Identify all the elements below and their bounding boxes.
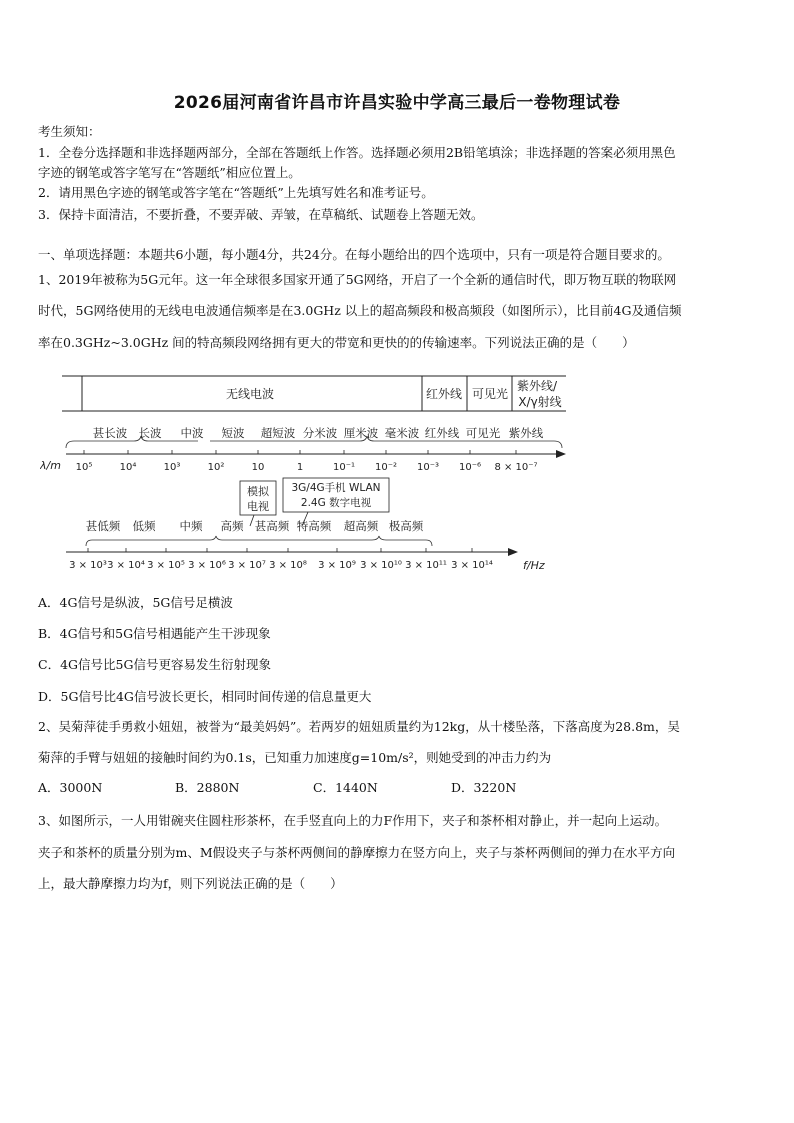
question-2-option-c: C．1440N [313, 780, 378, 795]
wavelength-band-label: 厘米波 [343, 426, 379, 440]
wavelength-band-label: 紫外线 [508, 426, 544, 440]
frequency-tick-label: 3 × 10¹⁰ [360, 560, 402, 571]
frequency-tick-label: 3 × 10³ [69, 560, 107, 571]
wavelength-tick-label: 10³ [163, 462, 181, 473]
wavelength-tick-label: 10 [251, 462, 265, 473]
frequency-tick-label: 3 × 10⁸ [269, 560, 307, 571]
wavelength-band-label: 可见光 [465, 426, 501, 440]
wavelength-tick-label: 8 × 10⁻⁷ [494, 462, 538, 473]
question-2-options [38, 778, 638, 796]
question-2-option-b: B．2880N [175, 780, 240, 795]
frequency-tick-label: 3 × 10⁶ [188, 560, 226, 571]
wavelength-band-label: 中波 [180, 426, 204, 440]
frequency-band-label: 低频 [132, 519, 156, 533]
frequency-band-label: 中频 [179, 519, 203, 533]
wavelength-tick-label: 10⁻¹ [332, 462, 356, 473]
wavelength-tick-label: 10⁻² [374, 462, 398, 473]
notice-item: 2．请用黑色字迹的钢笔或答字笔在“答题纸”上先填写姓名和准考证号。 [38, 185, 434, 200]
frequency-band-label: 特高频 [296, 519, 332, 533]
wavelength-band-label: 毫米波 [384, 426, 420, 440]
section-heading: 一、单项选择题：本题共6小题，每小题4分，共24分。在每小题给出的四个选项中，只有一项是符合题目要求的。 [38, 247, 670, 262]
wavelength-tick-label: 10² [207, 462, 225, 473]
callout-mobile-line1: 3G/4G手机 WLAN [291, 482, 381, 494]
wavelength-ticks [76, 450, 538, 473]
wavelength-axis-label: λ/m [40, 459, 61, 472]
frequency-band-label: 甚低频 [85, 519, 121, 533]
frequency-tick-label: 3 × 10⁹ [318, 560, 356, 571]
band-xray-label: X/γ射线 [518, 395, 562, 409]
wavelength-tick-label: 10⁴ [119, 462, 137, 473]
question-1-text: 时代，5G网络使用的无线电电波通信频率是在3.0GHz 以上的超高频段和极高频段（如图所示），比目前4G及通信频 [38, 303, 682, 318]
wavelength-band-label: 分米波 [302, 426, 338, 440]
frequency-axis-label: f/Hz [523, 559, 545, 572]
spectrum-band-bar [62, 376, 566, 411]
question-2-option-d: D．3220N [451, 780, 517, 795]
notice-heading: 考生须知： [38, 124, 101, 139]
wavelength-band-label: 长波 [138, 426, 162, 440]
question-1-option-d: D．5G信号比4G信号波长更长，相同时间传递的信息量更大 [38, 689, 372, 704]
frequency-band-labels [86, 519, 424, 533]
band-uv-label: 紫外线/ [516, 379, 558, 393]
notice-item: 字迹的钢笔或答字笔写在“答题纸”相应位置上。 [38, 165, 301, 180]
question-1-text: 率在0.3GHz~3.0GHz 间的特高频段网络拥有更大的带宽和更快的的传输速率。下列说法正确的是（ ） [38, 335, 635, 350]
wavelength-band-label: 短波 [221, 426, 245, 440]
frequency-band-label: 极高频 [388, 519, 424, 533]
frequency-tick-label: 3 × 10⁷ [228, 560, 266, 571]
question-1-text: 1、2019年被称为5G元年。这一年全球很多国家开通了5G网络，开启了一个全新的通信时代，即万物互联的物联网 [38, 272, 677, 287]
notice-item: 3．保持卡面清洁，不要折叠，不要弄破、弄皱，在草稿纸、试题卷上答题无效。 [38, 207, 484, 222]
question-2-text: 2、吴菊萍徒手勇救小妞妞，被誉为“最美妈妈”。若两岁的妞妞质量约为12kg，从十楼坠落，下落高度为28.8m，吴 [38, 719, 680, 734]
frequency-tick-label: 3 × 10⁴ [107, 560, 145, 571]
notice-item: 1．全卷分选择题和非选择题两部分，全部在答题纸上作答。选择题必须用2B铅笔填涂；非选择题的答案必须用黑色 [38, 145, 676, 160]
question-1-option-a: A．4G信号是纵波，5G信号足横波 [38, 595, 233, 610]
frequency-tick-label: 3 × 10⁵ [147, 560, 185, 571]
frequency-band-label: 甚高频 [254, 519, 290, 533]
question-1-option-c: C．4G信号比5G信号更容易发生衍射现象 [38, 657, 271, 672]
question-3-text: 3、如图所示，一人用钳碗夹住圆柱形茶杯，在手竖直向上的力F作用下，夹子和茶杯相对静止，并一起向上运动。 [38, 813, 668, 828]
band-visible-label: 可见光 [471, 387, 509, 401]
wavelength-band-label: 甚长波 [92, 426, 128, 440]
wavelength-tick-label: 10⁻³ [416, 462, 440, 473]
frequency-tick-label: 3 × 10¹⁴ [451, 560, 493, 571]
page-title: 2026届河南省许昌市许昌实验中学高三最后一卷物理试卷 [173, 93, 621, 113]
band-infrared-label: 红外线 [425, 387, 463, 401]
frequency-tick-label: 3 × 10¹¹ [405, 560, 447, 571]
frequency-band-label: 超高频 [343, 519, 379, 533]
frequency-braces [86, 536, 432, 546]
wavelength-tick-label: 10⁵ [75, 462, 93, 473]
frequency-ticks [69, 548, 493, 571]
question-2-option-a: A．3000N [38, 780, 103, 795]
wavelength-tick-label: 1 [296, 462, 304, 473]
callout-analog-tv-line1: 模拟 [247, 485, 269, 498]
question-3-text: 夹子和茶杯的质量分别为m、M假设夹子与茶杯两侧间的静摩擦力在竖方向上，夹子与茶杯两侧间的弹力在水平方向 [38, 845, 676, 860]
spectrum-figure [40, 366, 580, 578]
question-1-option-b: B．4G信号和5G信号相遇能产生干涉现象 [38, 626, 271, 641]
wavelength-band-label: 红外线 [424, 426, 460, 440]
callout-mobile-line2: 2.4G 数字电视 [300, 497, 372, 509]
callout-analog-tv-line2: 电视 [247, 500, 269, 513]
frequency-band-label: 高频 [220, 519, 244, 533]
band-radio-label: 无线电波 [225, 387, 275, 401]
wavelength-band-labels [93, 426, 544, 440]
wavelength-tick-label: 10⁻⁶ [458, 462, 482, 473]
wavelength-band-label: 超短波 [260, 426, 296, 440]
question-3-text: 上，最大静摩擦力均为f，则下列说法正确的是（ ） [38, 876, 343, 891]
question-2-text: 菊萍的手臂与妞妞的接触时间约为0.1s，已知重力加速度g=10m/s²，则她受到的冲击力约为 [38, 750, 552, 765]
